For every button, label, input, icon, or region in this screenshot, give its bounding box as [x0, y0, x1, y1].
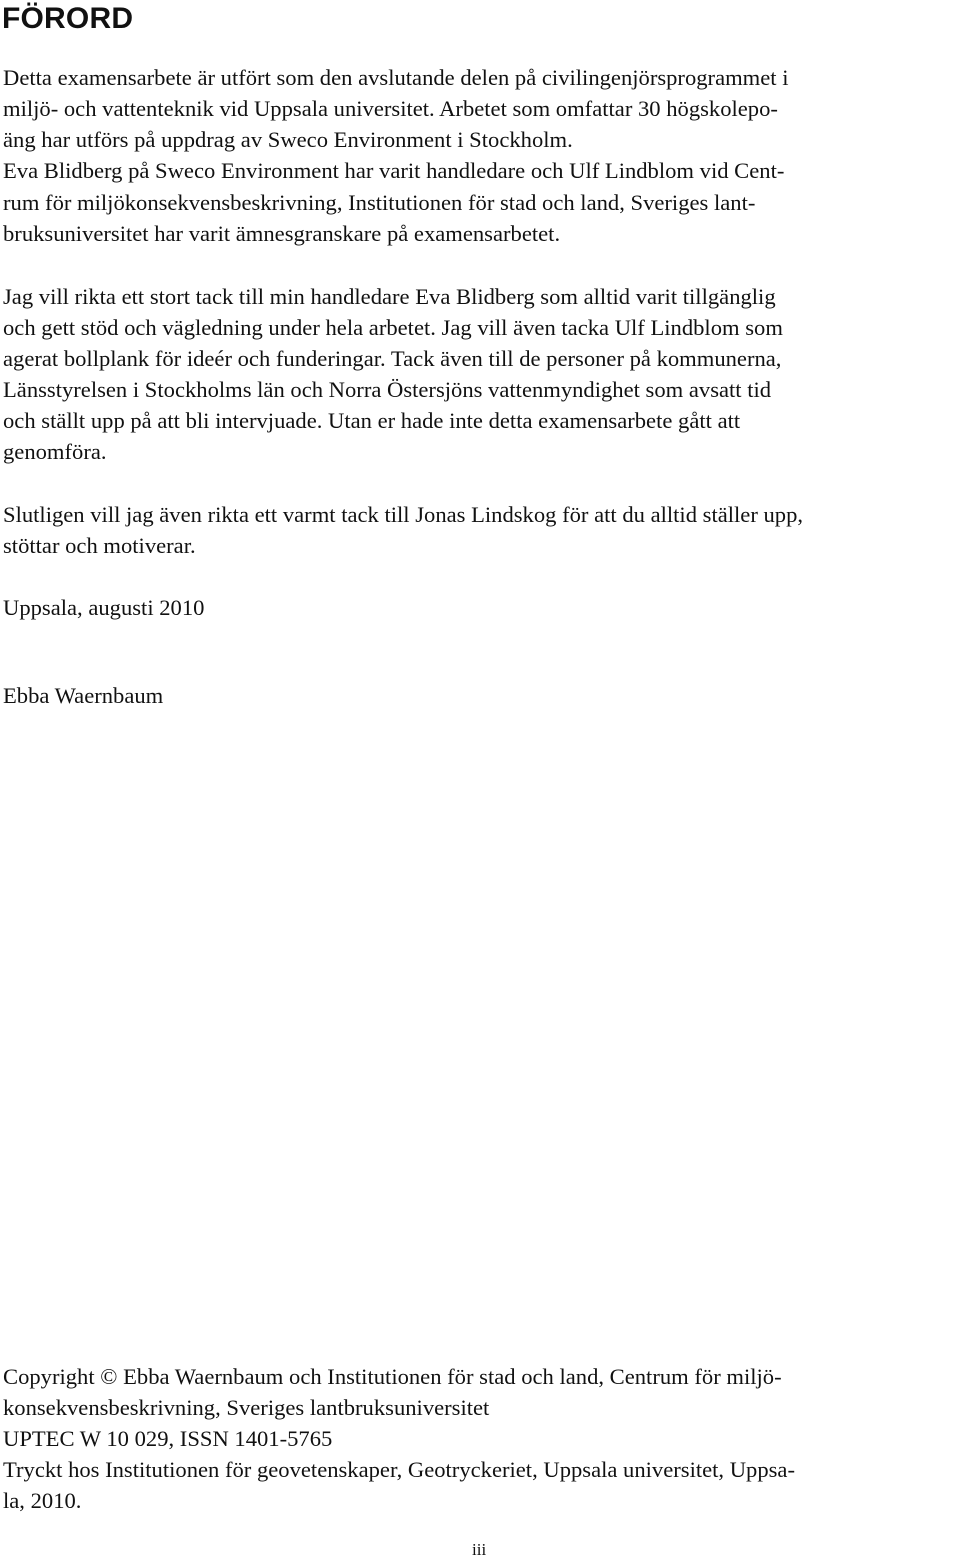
copyright-prefix: Copyright — [3, 1364, 95, 1389]
p1-line-2: miljö- och vattenteknik vid Uppsala universitet. Arbetet som omfattar 30 högskolepo- — [3, 96, 778, 121]
p3-line-1: Slutligen vill jag även rikta ett varmt tack till Jonas Lindskog för att du alltid ställer upp, — [3, 502, 804, 527]
p2-line-4: Länsstyrelsen i Stockholms län och Norra Östersjöns vattenmyndighet som avsatt tid — [3, 377, 772, 402]
p2-line-2: och gett stöd och vägledning under hela arbetet. Jag vill även tacka Ulf Lindblom som — [3, 315, 783, 340]
p2-line-6: genomföra. — [3, 439, 107, 464]
author-name: Ebba Waernbaum — [3, 683, 164, 708]
copyright-line-2: konsekvensbeskrivning, Sveriges lantbruksuniversitet — [3, 1395, 490, 1420]
copyright-holders: Ebba Waernbaum och Institutionen för stad och land, Centrum för miljö- — [123, 1364, 782, 1389]
page-number: iii — [472, 1540, 487, 1559]
p1-line-4: Eva Blidberg på Sweco Environment har varit handledare och Ulf Lindblom vid Cent- — [3, 158, 785, 183]
p1-line-5: rum för miljökonsekvensbeskrivning, Institutionen för stad och land, Sveriges lant- — [3, 190, 756, 215]
page-title: FÖRORD — [2, 2, 134, 35]
printed-by-line-2: la, 2010. — [3, 1488, 82, 1513]
p2-line-1: Jag vill rikta ett stort tack till min handledare Eva Blidberg som alltid varit tillgänglig — [3, 284, 776, 309]
p2-line-3: agerat bollplank för ideér och funderingar. Tack även till de personer på kommunerna, — [3, 346, 782, 371]
report-number: UPTEC W 10 029, ISSN 1401-5765 — [3, 1426, 333, 1451]
p3-line-2: stöttar och motiverar. — [3, 533, 196, 558]
copyright-icon: © — [100, 1364, 118, 1389]
place-date: Uppsala, augusti 2010 — [3, 595, 205, 620]
printed-by-line-1: Tryckt hos Institutionen för geovetenskaper, Geotryckeriet, Uppsala universitet, Uppsa- — [3, 1457, 795, 1482]
p1-line-1: Detta examensarbete är utfört som den avslutande delen på civilingenjörsprogrammet i — [3, 65, 789, 90]
p1-line-3: äng har utförs på uppdrag av Sweco Environment i Stockholm. — [3, 127, 573, 152]
copyright-line-1 — [3, 1362, 782, 1392]
p2-line-5: och ställt upp på att bli intervjuade. Utan er hade inte detta examensarbete gått att — [3, 408, 741, 433]
p1-line-6: bruksuniversitet har varit ämnesgranskare på examensarbetet. — [3, 221, 561, 246]
